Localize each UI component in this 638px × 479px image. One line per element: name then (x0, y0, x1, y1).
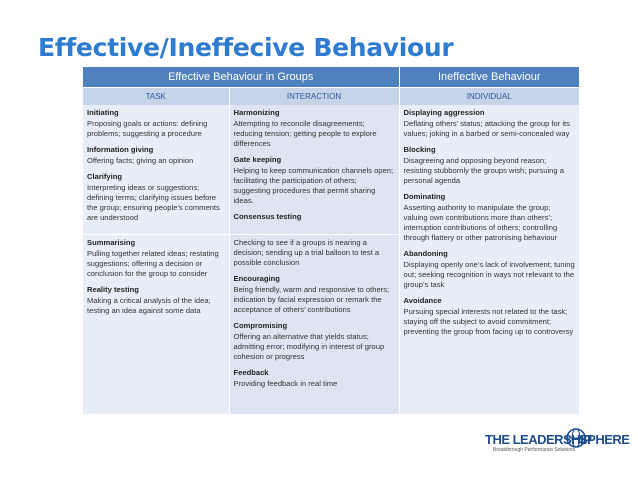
reality-testing-desc: Making a critical analysis of the idea; testing an idea against some data (87, 295, 211, 315)
compromising-desc: Offering an alternative that yields status; admitting error; modifying in interest of group cohesion or progress (233, 331, 385, 361)
individual-cell (399, 105, 579, 414)
ineffective-group-header: Ineffective Behaviour (399, 67, 579, 88)
clarifying-desc: Interpreting ideas or suggestions; defining terms; clarifying issues before the group; ensuring people’s comments are understood (87, 183, 220, 222)
feedback-desc: Providing feedback in real time (233, 378, 338, 388)
abandoning-desc: Displaying openly one’s lack of involvement; tuning out; seeking recognition in ways not relevant to the group’s task (403, 260, 575, 289)
harmonizing-heading: Harmonizing (233, 108, 280, 117)
effective-group-header: Effective Behaviour in Groups (83, 67, 399, 88)
interaction-cell-top (229, 105, 399, 234)
logo-word-left: THE LEADERSHIP (485, 432, 592, 447)
reality-testing-heading: Reality testing (87, 284, 139, 294)
task-cell-top (83, 105, 229, 234)
initiating-desc: Proposing goals or actions: defining problems; suggesting a procedure (87, 119, 208, 138)
blocking-heading: Blocking (403, 145, 436, 154)
dominating-desc: Asserting authority to manipulate the group; valuing own contributions more than others’; interruption contributions of others; controlling through flattery or other patronising behaviour (403, 203, 558, 242)
compromising-heading: Compromising (233, 320, 288, 330)
avoidance-heading: Avoidance (403, 296, 442, 305)
encouraging-desc: Being friendly, warm and responsive to others; indication by facial expression or remark the acceptance of others’ contributions (233, 284, 390, 314)
displaying-aggression-desc: Deflating others’ status; attacking the group for its values; joking in a barbed or semi-concealed way (403, 119, 570, 138)
interaction-column-header: INTERACTION (229, 88, 399, 106)
blocking-desc: Disagreeing and opposing beyond reason; resisting stubbornly the groups wish; pursuing a personal agenda (403, 156, 564, 185)
logo-tagline: Breakthrough Performance Solutions (493, 447, 575, 453)
leadership-sphere-logo (485, 424, 630, 460)
feedback-heading: Feedback (233, 367, 269, 377)
initiating-heading: Initiating (87, 108, 119, 117)
summarising-heading: Summarising (87, 237, 136, 247)
displaying-aggression-heading: Displaying aggression (403, 108, 485, 117)
summarising-desc: Pulling together related ideas; restating suggestions; offering a decision or conclusion for the group to consider (87, 248, 219, 278)
harmonizing-desc: Attempting to reconcile disagreements; reducing tension; getting people to explore differences (233, 119, 377, 148)
abandoning-heading: Abandoning (403, 249, 448, 258)
interaction-cell-bottom (229, 234, 399, 414)
task-cell-bottom (83, 234, 229, 414)
information-giving-desc: Offering facts; giving an opinion (87, 156, 194, 165)
gate-keeping-heading: Gate keeping (233, 155, 282, 164)
consensus-testing-desc: Checking to see if a groups is nearing a decision; sending up a trial balloon to test a possible conclusion (233, 237, 380, 267)
encouraging-heading: Encouraging (233, 273, 280, 283)
avoidance-desc: Pursuing special interests not related to the task; staying off the subject to avoid commitment; preventing the group from facing up to controversy (403, 307, 574, 336)
consensus-testing-heading: Consensus testing (233, 212, 302, 221)
behaviour-table (83, 67, 579, 414)
task-column-header: TASK (83, 88, 229, 106)
information-giving-heading: Information giving (87, 145, 154, 154)
clarifying-heading: Clarifying (87, 172, 123, 181)
logo-word-right: SPHERE (579, 432, 630, 447)
gate-keeping-desc: Helping to keep communication channels open; facilitating the participation of others; suggesting procedures that permit sharing ideas. (233, 166, 394, 205)
individual-column-header: INDIVIDUAL (399, 88, 579, 106)
dominating-heading: Dominating (403, 192, 446, 201)
page-title: Effective/Ineffecive Behaviour (38, 33, 454, 62)
